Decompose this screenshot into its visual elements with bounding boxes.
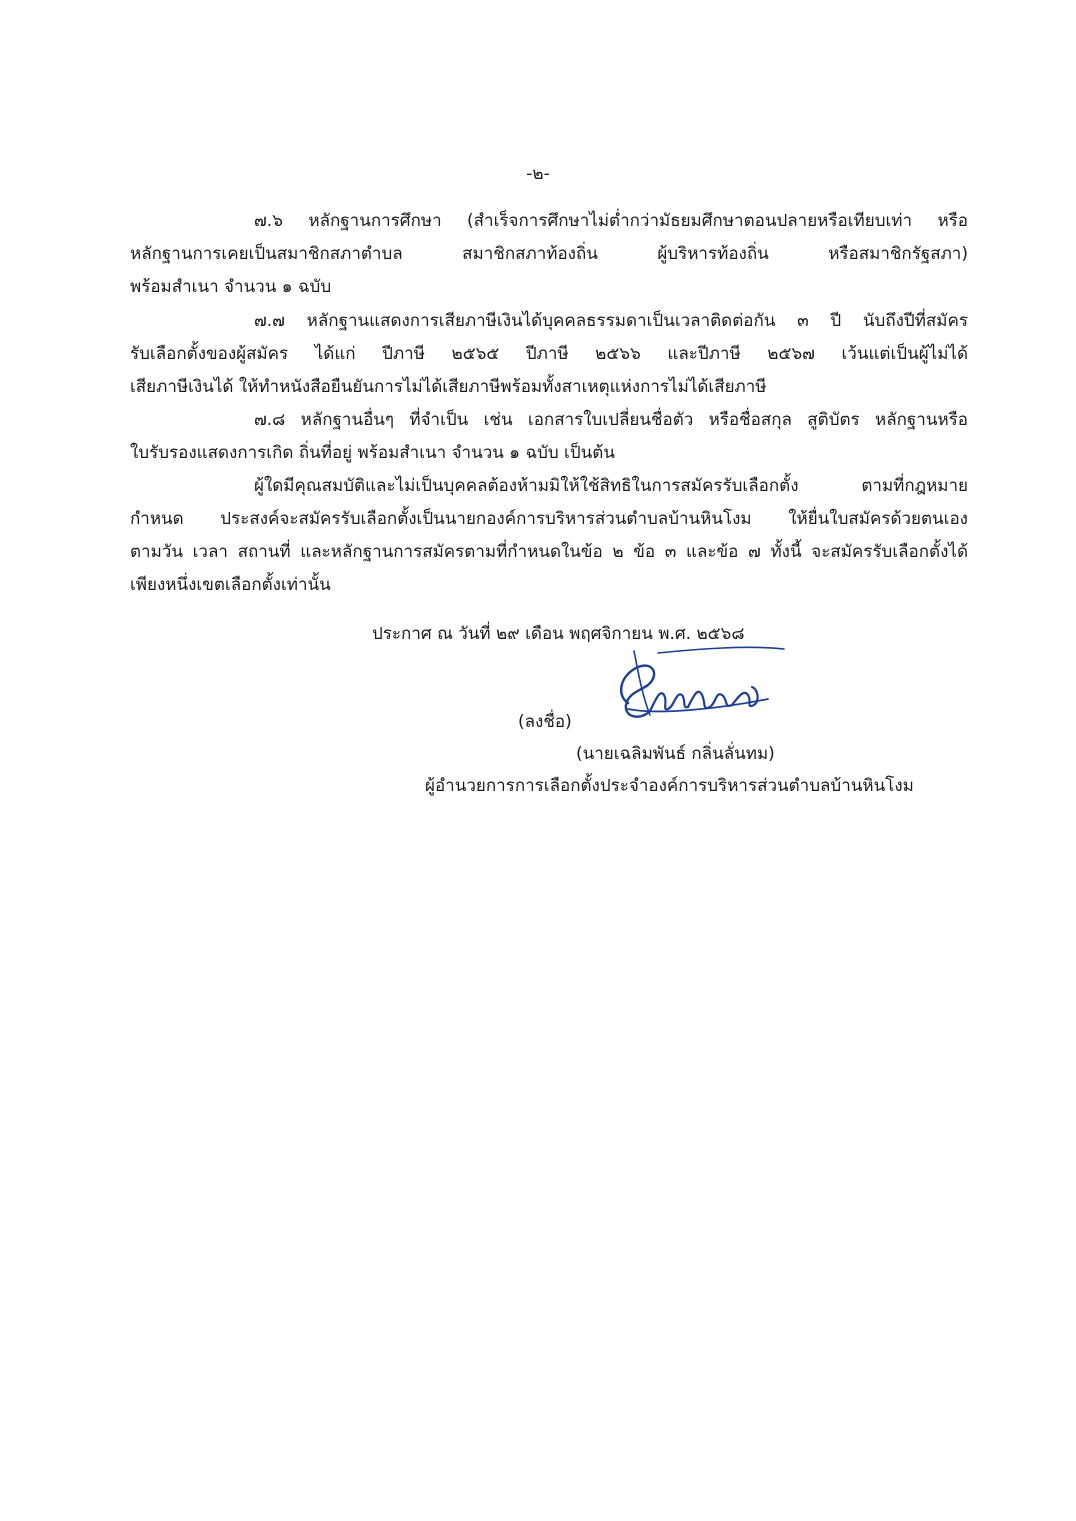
paragraph-7-8-line-1: ๗.๘ หลักฐานอื่นๆ ที่จำเป็น เช่น เอกสารใบเปลี่ยนชื่อตัว หรือชื่อสกุล สูติบัตร หลักฐานหรือ xyxy=(254,410,968,430)
paragraph-7-6-line-1: ๗.๖ หลักฐานการศึกษา (สำเร็จการศึกษาไม่ต่ำกว่ามัธยมศึกษาตอนปลายหรือเทียบเท่า หรือ xyxy=(254,211,968,231)
paragraph-7-6-line-3: พร้อมสำเนา จำนวน ๑ ฉบับ xyxy=(130,277,332,297)
paragraph-7-7-line-1: ๗.๗ หลักฐานแสดงการเสียภาษีเงินได้บุคคลธรรมดาเป็นเวลาติดต่อกัน ๓ ปี นับถึงปีที่สมัคร xyxy=(254,311,968,331)
closing-paragraph-line-1: ผู้ใดมีคุณสมบัติและไม่เป็นบุคคลต้องห้ามมิให้ใช้สิทธิในการสมัครรับเลือกตั้ง ตามที่กฎหมาย xyxy=(254,476,968,496)
page-number: -๒- xyxy=(526,164,550,184)
signer-position: ผู้อำนวยการการเลือกตั้งประจำองค์การบริหารส่วนตำบลบ้านหินโงม xyxy=(425,776,914,796)
paragraph-7-7-line-2: รับเลือกตั้งของผู้สมัคร ได้แก่ ปีภาษี ๒๕๖๕ ปีภาษี ๒๕๖๖ และปีภาษี ๒๕๖๗ เว้นแต่เป็นผู้ไม่ได้ xyxy=(130,344,968,364)
closing-paragraph-line-3: ตามวัน เวลา สถานที่ และหลักฐานการสมัครตามที่กำหนดในข้อ ๒ ข้อ ๓ และข้อ ๗ ทั้งนี้ จะสมัครรับเลือกตั้งได้ xyxy=(130,542,968,562)
handwritten-signature xyxy=(598,645,788,735)
paragraph-7-7-line-3: เสียภาษีเงินได้ ให้ทำหนังสือยืนยันการไม่ได้เสียภาษีพร้อมทั้งสาเหตุแห่งการไม่ได้เสียภาษี xyxy=(130,377,767,397)
sign-label: (ลงชื่อ) xyxy=(518,712,572,732)
paragraph-7-8-line-2: ใบรับรองแสดงการเกิด ถิ่นที่อยู่ พร้อมสำเนา จำนวน ๑ ฉบับ เป็นต้น xyxy=(130,443,615,463)
announcement-date: ประกาศ ณ วันที่ ๒๙ เดือน พฤศจิกายน พ.ศ. ๒๕๖๘ xyxy=(372,624,745,644)
closing-paragraph-line-2: กำหนด ประสงค์จะสมัครรับเลือกตั้งเป็นนายกองค์การบริหารส่วนตำบลบ้านหินโงม ให้ยื่นใบสมัครด้วยตนเอง xyxy=(130,509,968,529)
signer-name: (นายเฉลิมพันธ์ กลิ่นลั่นทม) xyxy=(576,744,775,764)
paragraph-7-6-line-2: หลักฐานการเคยเป็นสมาชิกสภาตำบล สมาชิกสภาท้องถิ่น ผู้บริหารท้องถิ่น หรือสมาชิกรัฐสภา) xyxy=(130,244,968,264)
closing-paragraph-line-4: เพียงหนึ่งเขตเลือกตั้งเท่านั้น xyxy=(130,575,331,595)
